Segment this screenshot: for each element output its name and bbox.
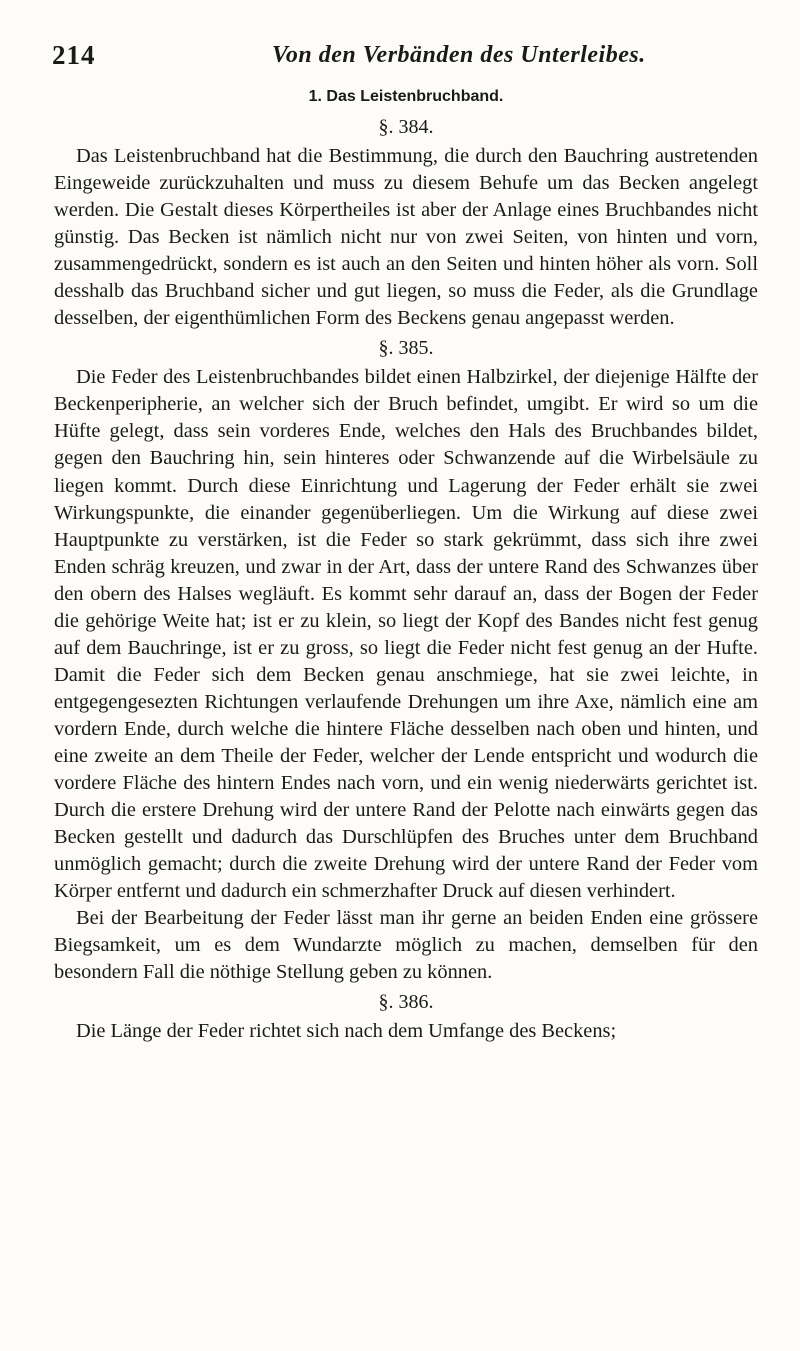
paragraph-384: Das Leistenbruchband hat die Bestimmung, die durch den Bauchring austretenden Eingeweide zurückzuhalten und muss zu diesem Behufe um das Becken angelegt werden. Die Gestalt dieses Körpertheiles ist aber der Anlage eines Bruchbandes nicht günstig. Das Becken ist nämlich nicht nur von zwei Seiten, von hinten und vorn, zusammengedrückt, sondern es ist auch an den Seiten und hinten höher als vorn. Soll desshalb das Bruchband sicher und gut liegen, so muss die Feder, als die Grundlage desselben, der eigenthümlichen Form des Beckens genau angepasst werden. — [54, 145, 758, 330]
paragraph-385-1: Die Feder des Leistenbruchbandes bildet einen Halbzirkel, der diejenige Hälfte der Beckenperipherie, an welcher sich der Bruch befindet, umgibt. Er wird so um die Hüfte gelegt, dass sein vorderes Ende, welches den Hals des Bruchbandes bildet, gegen den Bauchring hin, sein hinteres oder Schwanzende auf die Wirbelsäule zu liegen kommt. Durch diese Einrichtung und Lagerung der Feder erhält sie zwei Wirkungspunkte, die einander gegenüberliegen. Um die Wirkung auf diese zwei Hauptpunkte zu verstärken, ist die Feder so stark gekrümmt, dass sich ihre zwei Enden schräg kreuzen, und zwar in der Art, dass der untere Rand des Schwanzes über den obern des Halses wegläuft. Es kommt sehr darauf an, dass der Bogen der Feder die gehörige Weite hat; ist er zu klein, so liegt der Kopf des Bandes nicht fest genug auf dem Bauchringe, ist er zu gross, so liegt die Feder nicht fest genug an der Hufte. Damit die Feder sich dem Becken genau anschmiege, hat sie zwei leichte, in entgegengesezten Richtungen verlaufende Drehungen um ihre Axe, nämlich eine am vordern Ende, durch welche die hintere Fläche desselben nach oben und hinten, und eine zweite an dem Theile der Feder, welcher der Lende entspricht und wodurch die vordere Fläche des hintern Endes nach vorn, und ein wenig niederwärts gerichtet ist. Durch die erstere Drehung wird der untere Rand der Pelotte nach einwärts gegen das Becken gestellt und dadurch das Durschlüpfen des Bruches unter dem Bruchband unmöglich gemacht; durch die zweite Drehung wird der untere Rand der Feder vom Körper entfernt und dadurch ein schmerzhafter Druck auf diesen verhindert. — [54, 366, 758, 903]
subsection-heading: 1. Das Leistenbruchband. — [308, 88, 504, 105]
section-mark-384: §. 384. — [378, 116, 434, 138]
section-mark-386: §. 386. — [378, 991, 434, 1014]
section-mark-385: §. 385. — [378, 337, 434, 360]
paragraph-385-2: Bei der Bearbeitung der Feder lässt man ihr gerne an beiden Enden eine grössere Biegsamkeit, um es dem Wundarzte möglich zu machen, demselben für den besondern Fall die nöthige Stellung geben zu können. — [54, 907, 758, 984]
running-title: Von den Verbänden des Unterleibes. — [272, 42, 646, 68]
running-head — [52, 40, 752, 80]
page-number: 214 — [52, 40, 96, 70]
paragraph-386: Die Länge der Feder richtet sich nach dem Umfange des Beckens; — [76, 1020, 617, 1043]
body-text — [54, 82, 758, 1045]
